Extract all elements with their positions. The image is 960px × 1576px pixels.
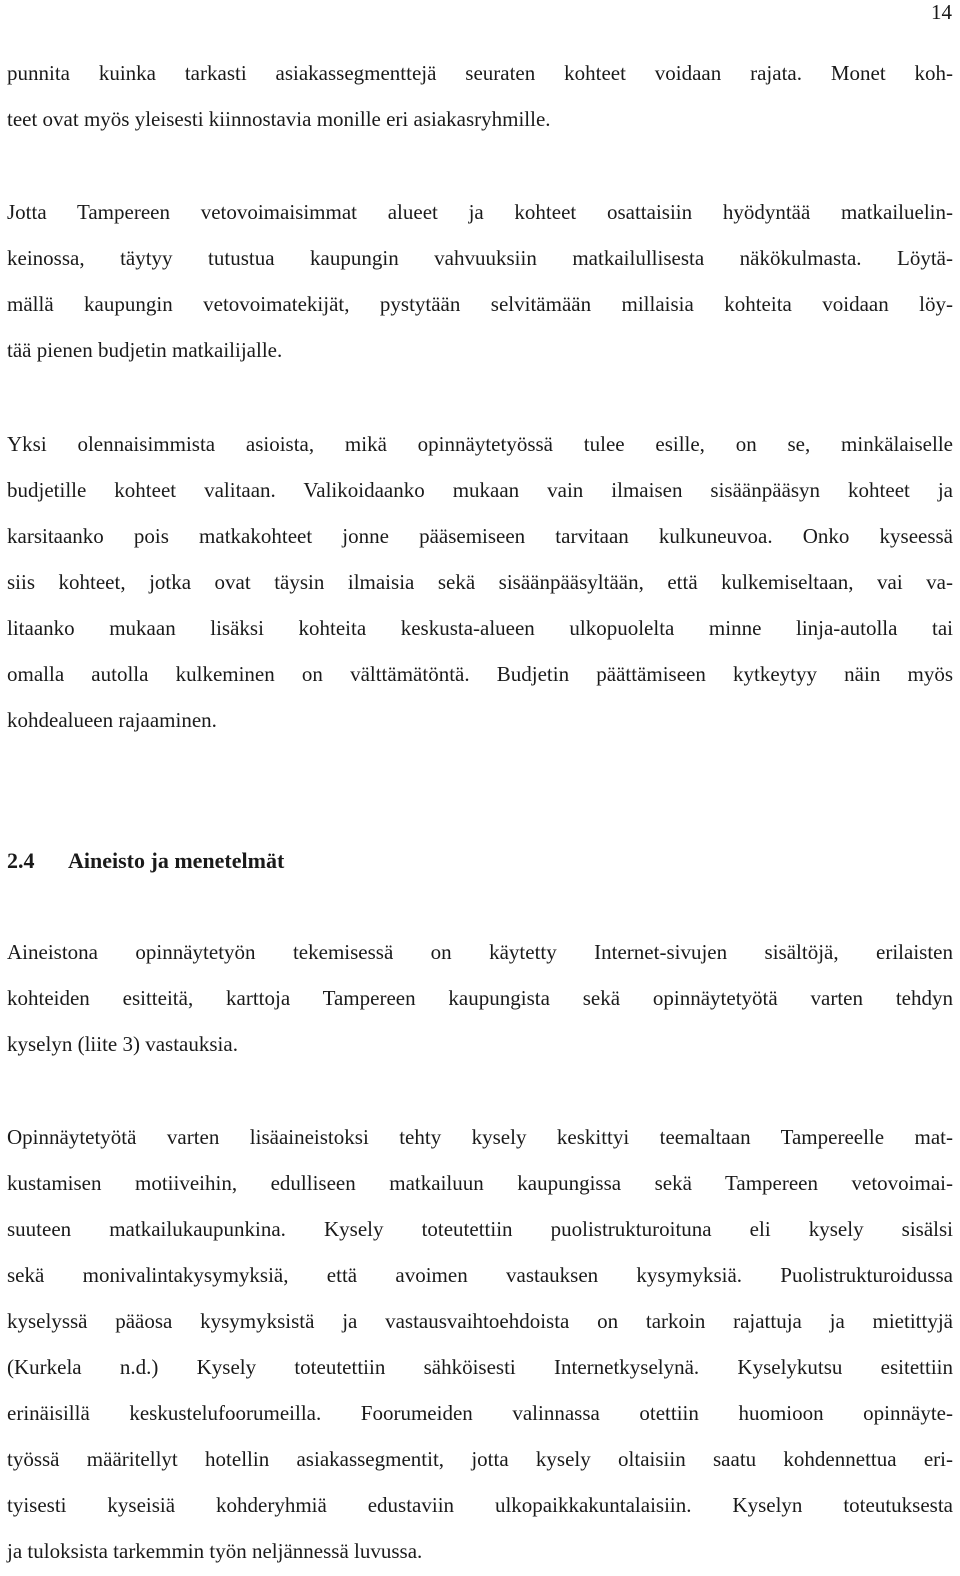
paragraph-line: karsitaanko pois matkakohteet jonne pääsemiseen tarvitaan kulkuneuvoa. Onko kyseessä [7,524,953,548]
paragraph-line: teet ovat myös yleisesti kiinnostavia monille eri asiakasryhmille. [7,107,551,131]
paragraph-5 [7,1114,953,1574]
paragraph-line: budjetille kohteet valitaan. Valikoidaanko mukaan vain ilmaisen sisäänpääsyn kohteet ja [7,478,953,502]
paragraph-line: ja tuloksista tarkemmin työn neljännessä luvussa. [7,1539,423,1563]
paragraph-line: Opinnäytetyötä varten lisäaineistoksi tehty kysely keskittyi teemaltaan Tampereelle mat- [7,1125,953,1149]
paragraph-line: Yksi olennaisimmista asioista, mikä opinnäytetyössä tulee esille, on se, minkälaiselle [7,432,953,456]
section-title: Aineisto ja menetelmät [68,848,285,873]
paragraph-line: kohdealueen rajaaminen. [7,708,217,732]
paragraph-line: tyisesti kyseisiä kohderyhmiä edustaviin ulkopaikkakuntalaisiin. Kyselyn toteutuksesta [7,1493,953,1517]
paragraph-3 [7,421,953,743]
paragraph-line: kyselyn (liite 3) vastauksia. [7,1032,238,1056]
paragraph-line: kustamisen motiiveihin, edulliseen matkailuun kaupungissa sekä Tampereen vetovoimai- [7,1171,953,1195]
paragraph-line: (Kurkela n.d.) Kysely toteutettiin sähköisesti Internetkyselynä. Kyselykutsu esitettiin [7,1355,953,1379]
paragraph-line: omalla autolla kulkeminen on välttämätöntä. Budjetin päättämiseen kytkeytyy näin myös [7,662,953,686]
paragraph-line: siis kohteet, jotka ovat täysin ilmaisia sekä sisäänpääsyltään, että kulkemiseltaan, vai va- [7,570,953,594]
paragraph-1 [7,50,953,142]
paragraph-line: kohteiden esitteitä, karttoja Tampereen kaupungista sekä opinnäytetyötä varten tehdyn [7,986,953,1010]
paragraph-line: tää pienen budjetin matkailijalle. [7,338,283,362]
paragraph-line: keinossa, täytyy tutustua kaupungin vahvuuksiin matkailullisesta näkökulmasta. Löytä- [7,246,953,270]
section-number: 2.4 [7,848,35,873]
paragraph-line: erinäisillä keskustelufoorumeilla. Foorumeiden valinnassa otettiin huomioon opinnäyte- [7,1401,953,1425]
paragraph-2 [7,189,953,373]
paragraph-line: Jotta Tampereen vetovoimaisimmat alueet ja kohteet osattaisiin hyödyntää matkailuelin- [7,200,953,224]
paragraph-line: työssä määritellyt hotellin asiakassegmentit, jotta kysely oltaisiin saatu kohdennettua eri- [7,1447,953,1471]
section-heading [7,838,284,884]
paragraph-line: sekä monivalintakysymyksiä, että avoimen vastauksen kysymyksiä. Puolistrukturoidussa [7,1263,953,1287]
page-number: 14 [931,0,952,24]
paragraph-line: litaanko mukaan lisäksi kohteita keskusta-alueen ulkopuolelta minne linja-autolla tai [7,616,953,640]
paragraph-4 [7,929,953,1067]
paragraph-line: punnita kuinka tarkasti asiakassegmenttejä seuraten kohteet voidaan rajata. Monet koh- [7,61,953,85]
paragraph-line: kyselyssä pääosa kysymyksistä ja vastausvaihtoehdoista on tarkoin rajattuja ja mietittyjä [7,1309,953,1333]
paragraph-line: mällä kaupungin vetovoimatekijät, pystytään selvitämään millaisia kohteita voidaan löy- [7,292,953,316]
paragraph-line: suuteen matkailukaupunkina. Kysely toteutettiin puolistrukturoituna eli kysely sisälsi [7,1217,953,1241]
paragraph-line: Aineistona opinnäytetyön tekemisessä on käytetty Internet-sivujen sisältöjä, erilaisten [7,940,953,964]
